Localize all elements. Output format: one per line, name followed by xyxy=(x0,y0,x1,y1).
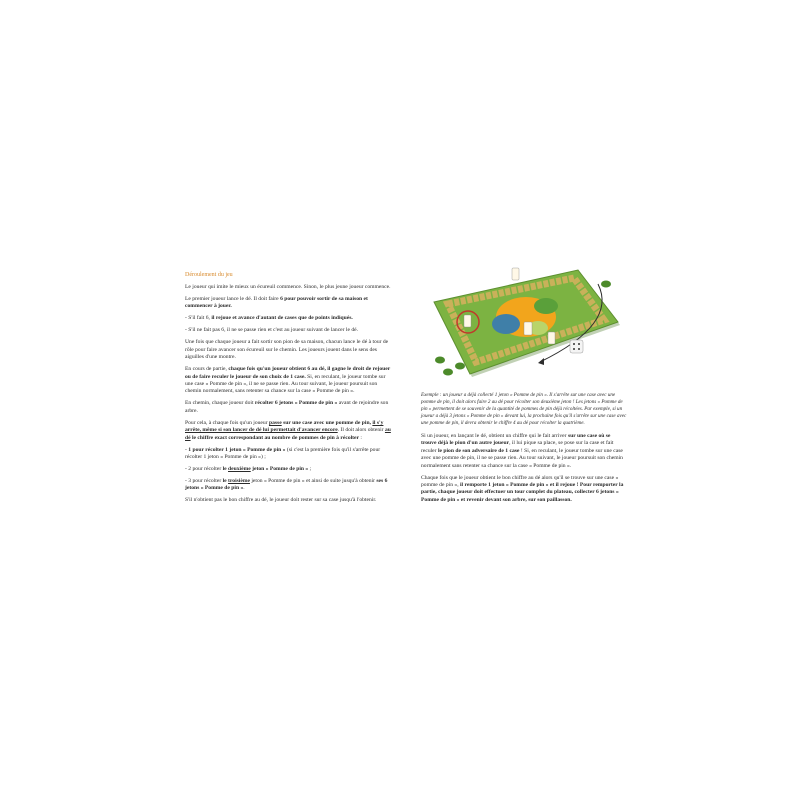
paragraph-first-roll xyxy=(185,296,392,311)
text: . xyxy=(243,485,245,492)
illustration-caption: Exemple : un joueur a déjà collecté 1 jeton « Pomme de pin ». Il s'arrête sur une case avec une pomme de pin, il doit alors faire 2 au dé pour récolter son deuxième jeton ! Les jetons « Pomme de pin » permettent de se souvenir de la quantité de pommes de pin déjà récoltées. Par exemple, si un joueur a déjà 3 jetons « Pomme de pin » devant lui, la prochaine fois qu'il s'arrête sur une case avec une pomme de pin, il devra obtenir le chiffre 4 au dé pour récolter la quatrième. xyxy=(421,392,627,426)
paragraph-if-not-six: - S'il ne fait pas 6, il ne se passe rien et c'est au joueur suivant de lancer le dé. xyxy=(185,327,359,334)
text: le chiffre exact correspondant au nombre de pommes de pin à récolter xyxy=(190,434,360,441)
game-board-illustration xyxy=(428,262,630,388)
pinecone-token xyxy=(435,357,445,364)
emphasis: il remporte 1 jeton « Pomme de pin » et il rejoue ! Pour remporter la partie, chaque joueur doit effectuer un tour complet du plateau, collecter 6 jetons « Pomme de pin » et revenir devant son arbre, sur son paillasson. xyxy=(421,482,624,503)
text: ; xyxy=(308,466,312,473)
text: Chaque fois que le joueur obtient le bon chiffre au dé alors qu'il se trouve sur une case « pomme de pin », xyxy=(421,474,619,489)
emphasis: récolter 6 jetons « Pomme de pin » xyxy=(254,400,338,407)
text: Si, en reculant, le joueur tombe sur une case « Pomme de pin », il ne se passe rien. Au tour suivant, le joueur poursuit son chemin normalement, sans retenter sa chance sur la case « Pomme de pin ». xyxy=(185,373,386,395)
underlined: passe xyxy=(268,419,282,426)
text: En chemin, chaque joueur doit xyxy=(185,400,255,407)
text: ! Si, en reculant, le joueur tombe sur une case avec une pomme de pin, il ne se passe rien. Au tour suivant, le joueur poursuit son chemin normalement sans retenter sa chance sur la case « Pomme de pin ». xyxy=(421,447,623,469)
die-icon xyxy=(570,340,583,353)
die-pip xyxy=(573,348,575,350)
left-column xyxy=(185,272,392,509)
list-item-two xyxy=(185,466,392,473)
text: - 2 pour récolter xyxy=(185,466,223,473)
text: Pour cela, à chaque fois qu'un joueur xyxy=(185,419,269,426)
text: - 3 pour récolter xyxy=(185,478,223,485)
squirrel-card-icon xyxy=(524,322,532,335)
arrow-head-icon xyxy=(538,358,544,365)
text: En cours de partie, xyxy=(185,366,229,373)
emphasis: chaque fois qu'un joueur obtient 6 au dé, il gagne le droit de rejouer ou de faire reculer le joueur de son choix de 1 case. xyxy=(185,366,391,380)
text: sur une case avec une pomme de pin, xyxy=(281,419,373,426)
text: jeton « Pomme de pin » xyxy=(250,466,309,473)
paragraph-if-six xyxy=(185,315,392,322)
paragraph-wrong-number: S'il n'obtient pas le bon chiffre au dé, le joueur doit rester sur sa case jusqu'à l'obtenir. xyxy=(185,497,377,504)
emphasis: 1 pour récolter 1 jeton « Pomme de pin » xyxy=(188,446,286,453)
tree-foliage-blue xyxy=(492,314,520,334)
text: (si c'est la première fois qu'il s'arrête pour récolter 1 jeton « Pomme de pin ») ; xyxy=(185,446,381,461)
pinecone-token xyxy=(455,363,465,370)
underlined: troisième xyxy=(228,478,250,485)
text: le xyxy=(222,478,229,485)
paragraph-bump-opponent xyxy=(421,433,627,470)
text: jeton « Pomme de pin » et ainsi de suite jusqu'à obtenir xyxy=(249,478,377,485)
text: le xyxy=(222,466,229,473)
paragraph-collect-tokens xyxy=(185,400,392,415)
paragraph-turn-order: Une fois que chaque joueur a fait sortir son pion de sa maison, chacun lance le dé à tour de rôle pour faire avancer son écureuil sur le chemin. Les joueurs jouent dans le sens des aiguilles d'une montre. xyxy=(185,339,389,361)
text: - S'il fait 6, xyxy=(185,315,212,322)
pinecone-token xyxy=(443,369,453,376)
section-heading: Déroulement du jeu xyxy=(185,272,233,278)
text: Si un joueur, en lançant le dé, obtient un chiffre qui le fait arriver xyxy=(421,433,568,439)
squirrel-card-icon xyxy=(464,315,471,327)
text: Le premier joueur lance le dé. Il doit faire xyxy=(185,296,281,302)
squirrel-card-icon xyxy=(548,332,555,344)
underlined: il s'y arrête, même si son lancer de dé lui permettait d'avancer encore xyxy=(185,419,384,434)
paragraph-win-condition xyxy=(421,475,627,505)
pinecone-token xyxy=(601,281,611,288)
text: . Il doit alors obtenir xyxy=(337,427,385,434)
die-pip xyxy=(578,348,580,350)
underlined: deuxième xyxy=(228,466,251,473)
emphasis: ses 6 jetons « Pomme de pin » xyxy=(185,478,388,492)
list-item-one xyxy=(185,447,392,462)
emphasis: il rejoue et avance d'autant de cases que de points indiqués. xyxy=(211,315,353,322)
text: avant de rejoindre son arbre. xyxy=(185,400,389,414)
paragraph-six-bonus xyxy=(185,366,392,396)
underlined: au dé xyxy=(185,427,391,441)
squirrel-card-icon xyxy=(512,268,519,280)
die-pip xyxy=(578,343,580,345)
emphasis xyxy=(222,466,312,473)
paragraph-who-starts: Le joueur qui imite le mieux un écureuil commence. Sinon, le plus jeune joueur commence. xyxy=(185,284,391,290)
text: - xyxy=(185,446,189,453)
tree-foliage-green xyxy=(534,298,558,314)
emphasis: sur une case où se trouve déjà le pion d'un autre joueur xyxy=(421,433,611,447)
die-pip xyxy=(573,343,575,345)
list-item-three xyxy=(185,478,392,493)
emphasis xyxy=(223,478,250,484)
text: : xyxy=(359,434,362,441)
right-column xyxy=(421,392,627,509)
emphasis: le pion de son adversaire de 1 case xyxy=(437,447,520,454)
text: , il lui pique sa place, se pose sur la case et fait reculer xyxy=(421,440,614,454)
emphasis: 6 pour pouvoir sortir de sa maison et commencer à jouer. xyxy=(185,296,368,310)
paragraph-pinecone-rule xyxy=(185,420,392,442)
